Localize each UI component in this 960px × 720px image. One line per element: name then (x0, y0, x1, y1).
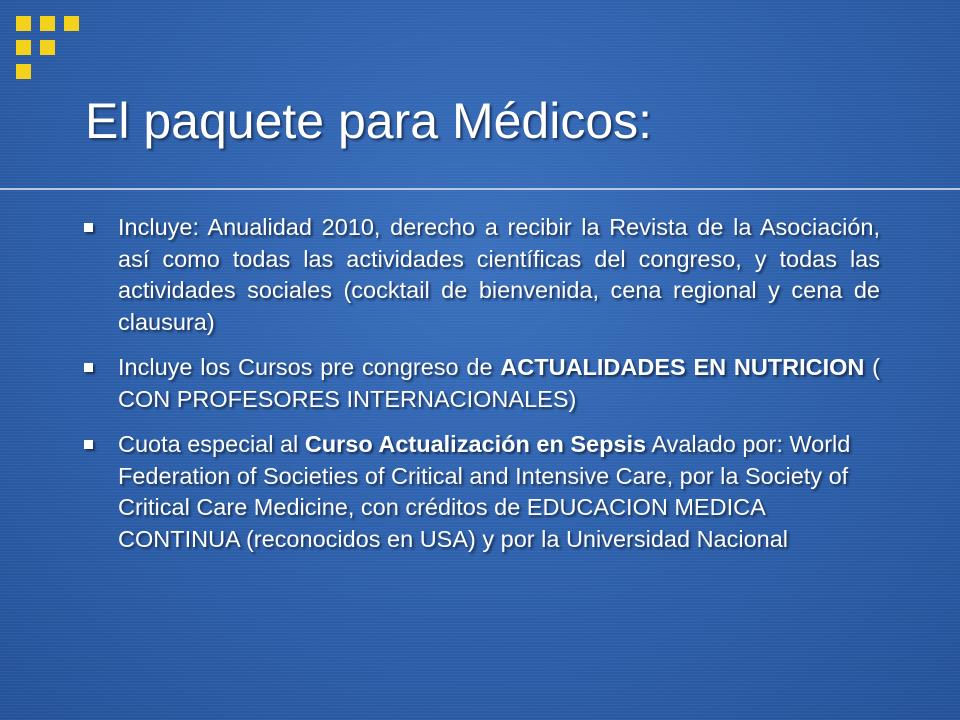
bullet-text-post: ( CON PROFESORES INTERNACIONALES) (118, 354, 880, 412)
title-divider (0, 188, 960, 190)
logo-square (40, 40, 55, 55)
bullet-item (80, 212, 880, 338)
square-bullet-icon (84, 223, 93, 232)
slide-title: El paquete para Médicos: (85, 93, 653, 149)
logo-square (16, 64, 31, 79)
bullet-item (80, 429, 880, 555)
logo-squares-icon (0, 0, 90, 90)
logo-square (40, 16, 55, 31)
bullet-text-bold: ACTUALIDADES EN NUTRICION (500, 354, 865, 380)
logo-square (64, 16, 79, 31)
square-bullet-icon (84, 363, 93, 372)
bullet-list (80, 212, 880, 569)
bullet-text-pre: Incluye los Cursos pre congreso de (118, 354, 501, 380)
bullet-text-post: Avalado por: World Federation of Societies of Critical and Intensive Care, por la Society of Critical Care Medicine, con créditos de EDUCACION MEDICA CONTINUA (reconocidos en USA) y por la Universidad Nacional (118, 431, 851, 552)
bullet-item (80, 352, 880, 415)
bullet-text-pre: Cuota especial al (118, 431, 305, 457)
bullet-text-bold: Curso Actualización en Sepsis (304, 431, 647, 457)
logo-square (16, 40, 31, 55)
logo-square (16, 16, 31, 31)
bullet-text: Incluye: Anualidad 2010, derecho a recibir la Revista de la Asociación, así como todas las actividades científicas del congreso, y todas las actividades sociales (cocktail de bienvenida, cena regional y cena de clausura) (118, 214, 880, 335)
square-bullet-icon (84, 440, 93, 449)
